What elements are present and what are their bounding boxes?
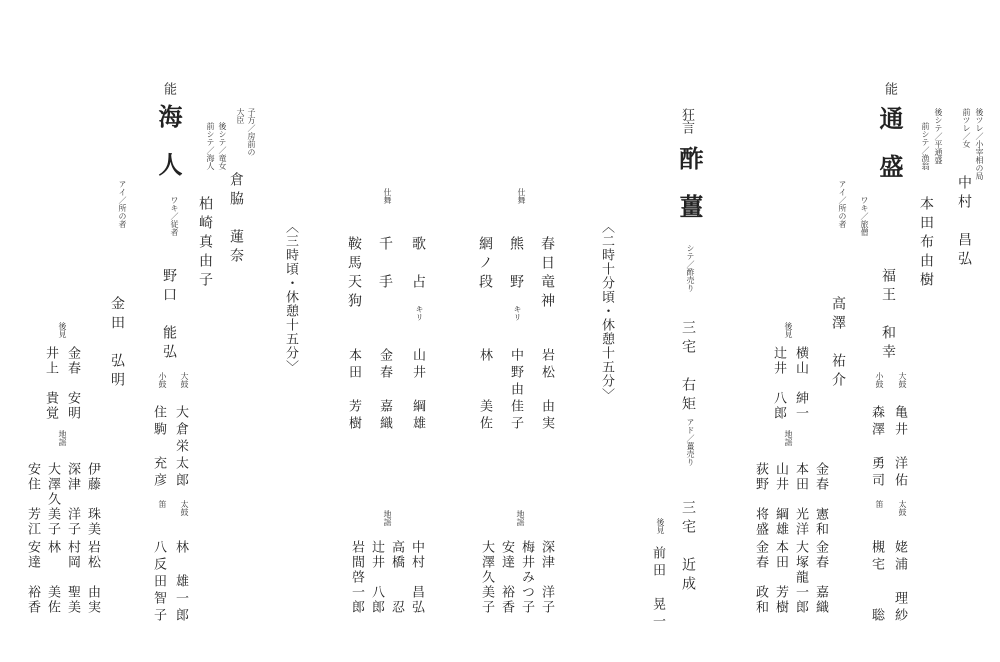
intermission-time-1: 〈二時十分頃・休憩十五分〉 (599, 220, 614, 402)
nochishite-role-right: 後シテ／平通盛 (934, 108, 943, 164)
fue-role-left: 笛 (158, 500, 167, 508)
kyogen-ado-role: アド／薑売り (686, 418, 695, 466)
jiutai-role-left: 地謡 (58, 430, 67, 446)
jiutai-left-8: 安達 裕香 (25, 540, 40, 615)
koken-role-left: 後見 (58, 322, 67, 338)
shimai-name-4: 山井 綱雄 (410, 348, 425, 433)
ai-name-left: 金田 弘明 (109, 296, 125, 391)
otsuzumi-role-right: 大鼓 (898, 372, 907, 388)
kokata-role-a: 子方／房前の (247, 108, 256, 156)
fue-name-right: 槻宅 聡 (869, 540, 884, 625)
taiko-name-right: 姥浦 理紗 (892, 540, 907, 625)
maeshite-role-right: 前シテ／漁翁 (921, 122, 930, 170)
kyogen-koken-role: 後見 (656, 518, 665, 534)
jiutai-right-7: 本田 芳樹 (773, 540, 788, 615)
jiutai-right-5: 金春 嘉織 (813, 540, 828, 615)
jiutai-right-2: 本田 光洋 (793, 462, 808, 537)
shimai-jiutai-a-2: 梅井みつ子 (519, 540, 534, 615)
kyogen-title: 酢薑 (675, 146, 704, 242)
tsure-role-nochi: 後ツレ／小宰相の局 (975, 108, 984, 180)
shimai-name-6: 本田 芳樹 (346, 348, 361, 433)
shimai-jiutai-a-role: 地謡 (516, 510, 525, 526)
shimai-kiri-2: キリ (513, 305, 522, 321)
shimai-jiutai-b-1: 中村 昌弘 (409, 540, 424, 615)
jiutai-left-6: 林 美佐 (45, 540, 60, 615)
shimai-name-1: 岩松 由実 (539, 348, 554, 433)
waki-role-left: ワキ／従者 (170, 196, 179, 236)
koken-role-right: 後見 (784, 322, 793, 338)
ai-name-right: 高澤 祐介 (830, 296, 846, 391)
kokata-name: 倉脇 蓮奈 (228, 172, 244, 267)
kyogen-shite-name: 三宅 右矩 (680, 320, 696, 415)
shimai-name-2: 中野由佳子 (508, 348, 523, 433)
jiutai-right-3: 山井 綱雄 (773, 462, 788, 537)
jiutai-left-2: 岩松 由実 (85, 540, 100, 615)
shimai-role-2: 仕舞 (383, 188, 392, 204)
koken-right-1: 横山 紳一 (793, 346, 808, 421)
taiko-role-left: 太鼓 (180, 500, 189, 516)
jiutai-role-right: 地謡 (784, 430, 793, 446)
noh-category-right: 能 (882, 82, 897, 95)
koken-left-1: 金春 安明 (65, 346, 80, 421)
ai-role-right: アイ／所の者 (838, 180, 847, 228)
fue-role-right: 笛 (875, 500, 884, 508)
jiutai-right-1: 金春 憲和 (813, 462, 828, 537)
shimai-jiutai-b-2: 高橋 忍 (389, 540, 404, 615)
jiutai-left-7: 安住 芳江 (25, 462, 40, 537)
shimai-title-2: 熊 野 (508, 236, 524, 293)
kotsuzumi-role-left: 小鼓 (158, 372, 167, 388)
shimai-name-5: 金春 嘉織 (377, 348, 392, 433)
waki-role-right: ワキ／旅僧 (860, 196, 869, 236)
jiutai-left-5: 大澤久美子 (45, 462, 60, 537)
taiko-name-left: 林 雄一郎 (173, 540, 188, 625)
jiutai-left-3: 深津 洋子 (65, 462, 80, 537)
shimai-jiutai-a-3: 安達 裕香 (499, 540, 514, 615)
intermission-time-2: 〈三時頃・休憩十五分〉 (283, 220, 298, 374)
jiutai-right-8: 金春 政和 (753, 540, 768, 615)
kokata-role-b: 大臣 (236, 108, 245, 124)
jiutai-right-6: 大塚龍一郎 (793, 540, 808, 615)
koken-right-2: 辻井 八郎 (771, 346, 786, 421)
kyogen-shite-role: シテ／酢売り (686, 244, 695, 292)
fue-name-left: 八反田智子 (151, 540, 166, 625)
shimai-title-3: 網ノ段 (477, 236, 493, 293)
otsuzumi-role-left: 大鼓 (180, 372, 189, 388)
shimai-jiutai-a-4: 大澤久美子 (479, 540, 494, 615)
jiutai-left-1: 伊藤 珠美 (85, 462, 100, 537)
otsuzumi-name-right: 亀井 洋佑 (892, 405, 907, 490)
shimai-jiutai-b-role: 地謡 (383, 510, 392, 526)
shite-name-right: 本田布由樹 (918, 196, 934, 291)
kyogen-category: 狂言 (679, 108, 694, 134)
shimai-title-4: 歌 占 (410, 236, 426, 293)
shimai-kiri-4: キリ (415, 305, 424, 321)
shimai-name-3: 林 美佐 (477, 348, 492, 433)
shimai-jiutai-b-3: 辻井 八郎 (369, 540, 384, 615)
maeshite-role-left: 前シテ／海人 (206, 122, 215, 170)
shimai-jiutai-a-1: 深津 洋子 (539, 540, 554, 615)
kyogen-ado-name: 三宅 近成 (680, 500, 696, 595)
jiutai-left-4: 村岡 聖美 (65, 540, 80, 615)
otsuzumi-name-left: 大倉栄太郎 (173, 405, 188, 490)
shimai-title-1: 春日竜神 (539, 236, 555, 312)
ai-role-left: アイ／所の者 (118, 180, 127, 228)
shimai-title-5: 千 手 (377, 236, 393, 293)
noh-title-left: 海人 (154, 104, 183, 200)
kotsuzumi-name-right: 森澤 勇司 (869, 405, 884, 490)
shite-name-left: 柏崎真由子 (197, 196, 213, 291)
taiko-role-right: 太鼓 (898, 500, 907, 516)
kotsuzumi-name-left: 住駒 充彦 (151, 405, 166, 490)
nochishite-role-left: 後シテ／竜女 (218, 122, 227, 170)
noh-title-right: 通盛 (875, 106, 904, 202)
shimai-title-6: 鞍馬天狗 (346, 236, 362, 312)
tsure-name: 中村 昌弘 (956, 175, 972, 270)
koken-left-2: 井上 貴覚 (43, 346, 58, 421)
waki-name-left: 野口 能弘 (161, 268, 177, 363)
waki-name-right: 福王 和幸 (880, 268, 896, 363)
tsure-role-mae: 前ツレ／女 (962, 108, 971, 148)
noh-category-left: 能 (161, 82, 176, 95)
kotsuzumi-role-right: 小鼓 (875, 372, 884, 388)
jiutai-right-4: 荻野 将盛 (753, 462, 768, 537)
kyogen-koken-name: 前田 晃一 (650, 546, 665, 631)
shimai-jiutai-b-4: 岩間啓一郎 (349, 540, 364, 615)
shimai-role-1: 仕舞 (517, 188, 526, 204)
